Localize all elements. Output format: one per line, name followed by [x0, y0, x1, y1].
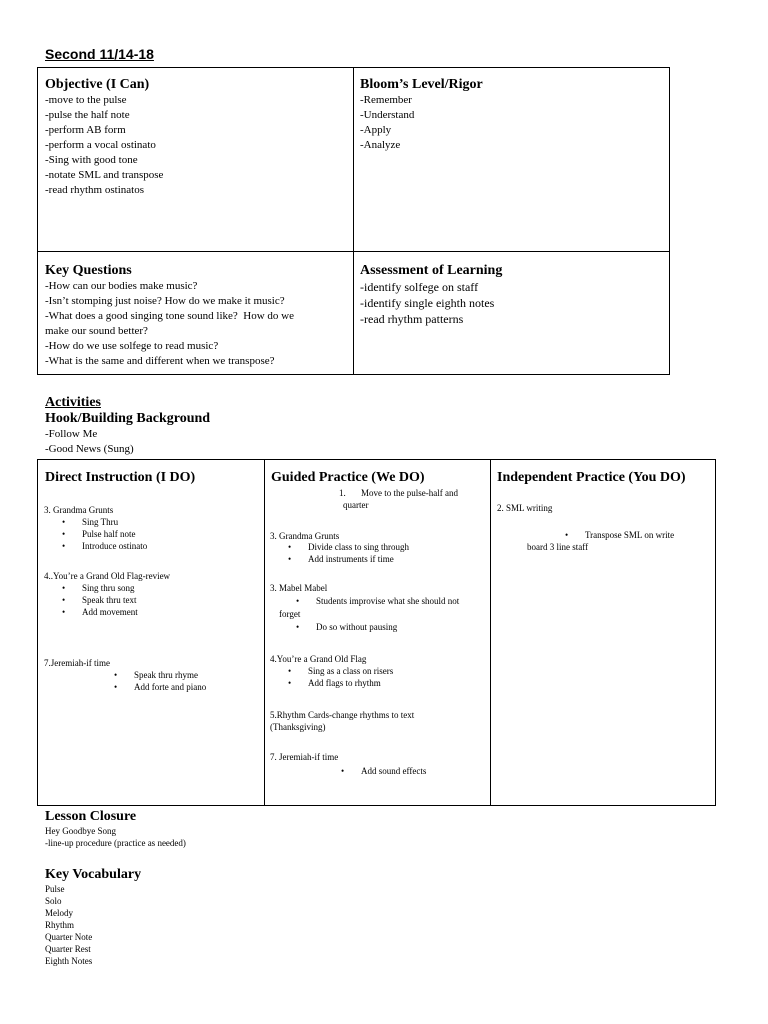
- guided-item: Move to the pulse-half and: [361, 488, 458, 498]
- objective-item: -move to the pulse: [45, 94, 127, 106]
- direct-group-title: 4..You’re a Grand Old Flag-review: [44, 571, 171, 581]
- direct-item: • Sing thru song: [62, 582, 135, 594]
- question-item: -Isn’t stomping just noise? How do we make it music?: [45, 295, 285, 307]
- direct-group-title: 3. Grandma Grunts: [44, 505, 114, 515]
- objective-heading: Objective (I Can): [45, 77, 150, 92]
- closure-item: Hey Goodbye Song: [45, 826, 116, 836]
- activities-heading: Activities: [45, 395, 101, 410]
- guided-heading: Guided Practice (We DO): [271, 470, 425, 485]
- objective-item: -read rhythm ostinatos: [45, 184, 144, 196]
- guided-item: • Sing as a class on risers: [288, 665, 393, 677]
- vocab-item: Pulse: [45, 884, 65, 894]
- assessment-cell: [354, 252, 670, 375]
- bloom-item: -Remember: [360, 94, 412, 106]
- bloom-item: -Understand: [360, 109, 415, 121]
- question-item: make our sound better?: [45, 325, 148, 337]
- guided-item: • Do so without pausing: [296, 621, 397, 633]
- vocab-item: Solo: [45, 896, 62, 906]
- question-item: -How can our bodies make music?: [45, 280, 198, 292]
- practice-table: [37, 459, 716, 806]
- hook-item: -Good News (Sung): [45, 443, 134, 455]
- independent-item: board 3 line staff: [527, 542, 589, 552]
- question-item: -How do we use solfege to read music?: [45, 340, 219, 352]
- independent-practice-cell: [491, 460, 716, 806]
- direct-item: • Add forte and piano: [114, 681, 206, 693]
- guided-item: forget: [279, 609, 301, 619]
- objectives-table: [37, 67, 670, 375]
- guided-group-title: 7. Jeremiah-if time: [270, 752, 339, 762]
- guided-group-title: 3. Grandma Grunts: [270, 531, 340, 541]
- direct-item: • Speak thru rhyme: [114, 669, 198, 681]
- independent-heading: Independent Practice (You DO): [497, 470, 686, 485]
- objective-item: -notate SML and transpose: [45, 169, 164, 181]
- guided-item: • Divide class to sing through: [288, 541, 409, 553]
- key-questions-heading: Key Questions: [45, 263, 132, 278]
- assessment-heading: Assessment of Learning: [360, 263, 503, 278]
- assessment-item: -read rhythm patterns: [360, 312, 464, 326]
- closure-heading: Lesson Closure: [45, 809, 137, 824]
- direct-instruction-cell: [38, 460, 265, 806]
- vocab-item: Quarter Note: [45, 932, 93, 942]
- guided-item-number: 1.: [339, 488, 346, 498]
- guided-practice-cell: [265, 460, 491, 806]
- hook-item: -Follow Me: [45, 428, 98, 440]
- bloom-heading: Bloom’s Level/Rigor: [360, 77, 483, 92]
- direct-item: • Sing Thru: [62, 516, 118, 528]
- key-questions-cell: [38, 252, 354, 375]
- direct-item: • Add movement: [62, 606, 138, 618]
- vocab-item: Eighth Notes: [45, 956, 93, 966]
- guided-item: • Students improvise what she should not: [296, 595, 459, 607]
- vocab-item: Quarter Rest: [45, 944, 91, 954]
- guided-item: quarter: [343, 500, 369, 510]
- direct-item: • Introduce ostinato: [62, 540, 147, 552]
- closure-item: -line-up procedure (practice as needed): [45, 838, 186, 848]
- direct-group-title: 7.Jeremiah-if time: [44, 658, 110, 668]
- objective-cell: [38, 68, 354, 252]
- objective-item: -pulse the half note: [45, 109, 130, 121]
- vocab-item: Rhythm: [45, 920, 75, 930]
- independent-group-title: 2. SML writing: [497, 503, 553, 513]
- guided-group-title: 3. Mabel Mabel: [270, 583, 328, 593]
- objective-item: -perform AB form: [45, 124, 126, 136]
- question-item: -What does a good singing tone sound like? How do we: [45, 310, 294, 322]
- objective-item: -perform a vocal ostinato: [45, 139, 156, 151]
- vocab-item: Melody: [45, 908, 73, 918]
- bloom-item: -Apply: [360, 124, 392, 136]
- guided-item: • Add instruments if time: [288, 553, 394, 565]
- assessment-item: -identify single eighth notes: [360, 296, 495, 310]
- direct-item: • Speak thru text: [62, 594, 137, 606]
- guided-group-title: 5.Rhythm Cards-change rhythms to text: [270, 710, 415, 720]
- independent-item: • Transpose SML on write: [565, 529, 674, 541]
- page-title: Second 11/14-18: [45, 46, 154, 62]
- guided-item: • Add sound effects: [341, 765, 426, 777]
- guided-group-title: 4.You’re a Grand Old Flag: [270, 654, 367, 664]
- question-item: -What is the same and different when we transpose?: [45, 355, 275, 367]
- direct-heading: Direct Instruction (I DO): [45, 470, 196, 485]
- objective-item: -Sing with good tone: [45, 154, 138, 166]
- hook-heading: Hook/Building Background: [45, 411, 211, 426]
- direct-item: • Pulse half note: [62, 528, 136, 540]
- bloom-cell: [354, 68, 670, 252]
- guided-group-title: (Thanksgiving): [270, 722, 326, 732]
- vocab-heading: Key Vocabulary: [45, 867, 142, 882]
- guided-item: • Add flags to rhythm: [288, 677, 381, 689]
- assessment-item: -identify solfege on staff: [360, 280, 479, 294]
- bloom-item: -Analyze: [360, 139, 401, 151]
